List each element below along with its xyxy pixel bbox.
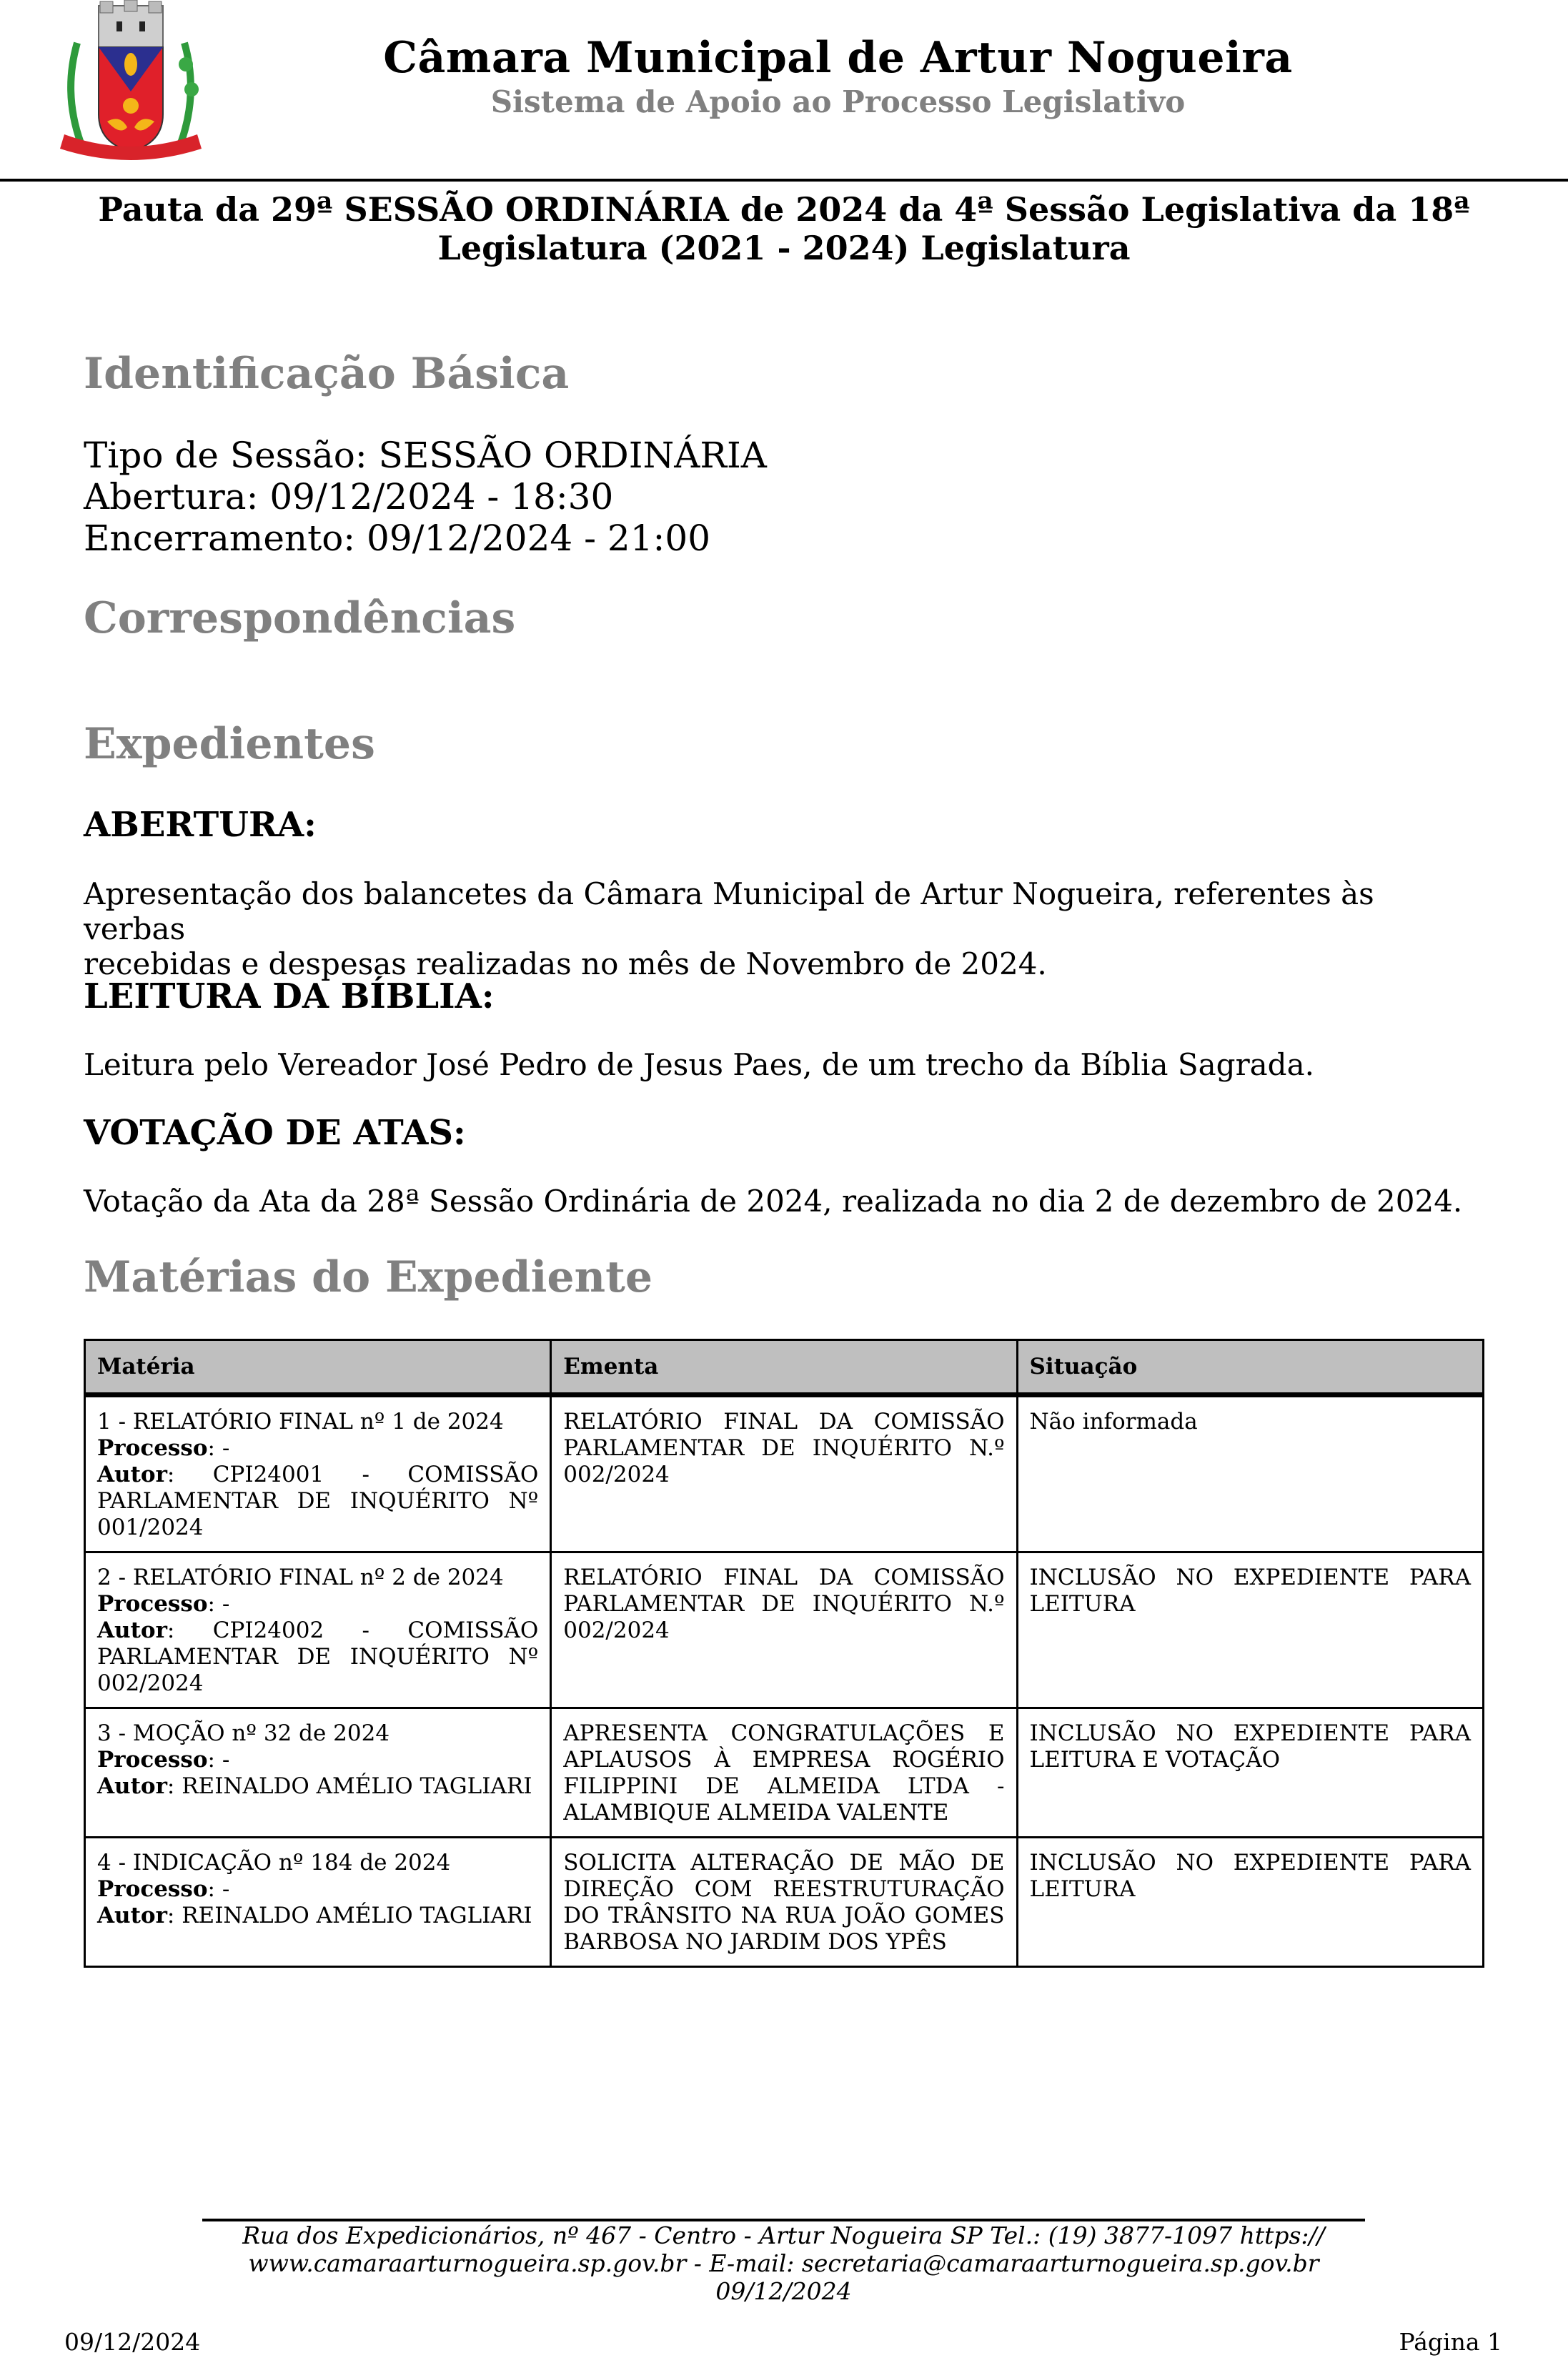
situacao-cell: INCLUSÃO NO EXPEDIENTE PARA LEITURA — [1017, 1552, 1483, 1708]
table-row — [85, 1395, 1484, 1552]
autor-value: : CPI24001 - COMISSÃO PARLAMENTAR DE INQUÉRITO Nº 001/2024 — [97, 1462, 539, 1540]
expediente-title-abertura: ABERTURA: — [84, 805, 317, 845]
materia-title[interactable]: 2 - RELATÓRIO FINAL nº 2 de 2024 — [97, 1565, 504, 1590]
processo-label: Processo — [97, 1591, 208, 1617]
ementa-cell: APRESENTA CONGRATULAÇÕES E APLAUSOS À EMPRESA ROGÉRIO FILIPPINI DE ALMEIDA LTDA - ALAMBIQUE ALMEIDA VALENTE — [551, 1708, 1017, 1838]
expediente-text-abertura — [84, 876, 1484, 981]
processo-value: : - — [207, 1747, 230, 1773]
footer-page-number: Página 1 — [1399, 2328, 1502, 2356]
materia-processo — [97, 1876, 538, 1903]
section-heading-correspondencias: Correspondências — [84, 593, 516, 643]
footer-address-line-3: 09/12/2024 — [715, 2277, 852, 2305]
section-heading-expedientes: Expedientes — [84, 719, 375, 769]
materia-cell — [85, 1708, 551, 1838]
autor-label: Autor — [97, 1903, 167, 1928]
org-title: Câmara Municipal de Artur Nogueira — [383, 33, 1293, 83]
autor-value: : REINALDO AMÉLIO TAGLIARI — [167, 1903, 532, 1928]
materia-title[interactable]: 1 - RELATÓRIO FINAL nº 1 de 2024 — [97, 1409, 504, 1435]
materia-cell — [85, 1838, 551, 1967]
footer-address — [202, 2221, 1365, 2305]
expediente-text-line: recebidas e despesas realizadas no mês de Novembro de 2024. — [84, 946, 1047, 981]
materia-cell — [85, 1395, 551, 1552]
table-header-row — [85, 1340, 1484, 1395]
materia-title[interactable]: 3 - MOÇÃO nº 32 de 2024 — [97, 1720, 390, 1746]
section-heading-materias: Matérias do Expediente — [84, 1252, 653, 1302]
table-row — [85, 1708, 1484, 1838]
section-heading-identificacao: Identificação Básica — [84, 349, 570, 399]
org-subtitle: Sistema de Apoio ao Processo Legislativo — [490, 84, 1186, 119]
footer-address-line-2[interactable]: www.camaraarturnogueira.sp.gov.br - E-mail: secretaria@camaraarturnogueira.sp.gov.br — [248, 2249, 1319, 2277]
autor-label: Autor — [97, 1773, 167, 1799]
materia-processo — [97, 1435, 538, 1462]
autor-label: Autor — [97, 1462, 167, 1487]
materia-processo — [97, 1747, 538, 1773]
materia-autor — [97, 1773, 538, 1800]
materia-autor — [97, 1618, 538, 1697]
materias-table — [84, 1339, 1484, 1968]
table-row — [85, 1552, 1484, 1708]
processo-label: Processo — [97, 1876, 208, 1902]
materia-processo — [97, 1591, 538, 1618]
processo-value: : - — [207, 1435, 230, 1461]
situacao-cell: INCLUSÃO NO EXPEDIENTE PARA LEITURA E VOTAÇÃO — [1017, 1708, 1483, 1838]
municipal-coat-of-arms-icon — [49, 0, 213, 166]
document-title — [71, 190, 1497, 267]
column-header-situacao: Situação — [1017, 1340, 1483, 1395]
materia-title[interactable]: 4 - INDICAÇÃO nº 184 de 2024 — [97, 1850, 451, 1876]
expediente-text-leitura-biblia: Leitura pelo Vereador José Pedro de Jesus Paes, de um trecho da Bíblia Sagrada. — [84, 1047, 1314, 1082]
materia-autor — [97, 1903, 538, 1929]
ementa-cell: RELATÓRIO FINAL DA COMISSÃO PARLAMENTAR DE INQUÉRITO N.º 002/2024 — [551, 1395, 1017, 1552]
session-closing: Encerramento: 09/12/2024 - 21:00 — [84, 517, 711, 559]
document-title-line-2: Legislatura (2021 - 2024) Legislatura — [437, 229, 1131, 267]
expediente-text-line: Apresentação dos balancetes da Câmara Municipal de Artur Nogueira, referentes às verbas — [84, 876, 1374, 946]
footer-address-line-1: Rua dos Expedicionários, nº 467 - Centro - Artur Nogueira SP Tel.: (19) 3877-1097 https:// — [242, 2221, 1325, 2249]
expediente-title-votacao-atas: VOTAÇÃO DE ATAS: — [84, 1113, 466, 1153]
document-title-line-1: Pauta da 29ª SESSÃO ORDINÁRIA de 2024 da 4ª Sessão Legislativa da 18ª — [98, 190, 1470, 229]
session-opening: Abertura: 09/12/2024 - 18:30 — [84, 476, 614, 517]
processo-value: : - — [207, 1876, 230, 1902]
ementa-cell: RELATÓRIO FINAL DA COMISSÃO PARLAMENTAR DE INQUÉRITO N.º 002/2024 — [551, 1552, 1017, 1708]
column-header-materia: Matéria — [85, 1340, 551, 1395]
materia-cell — [85, 1552, 551, 1708]
situacao-cell: INCLUSÃO NO EXPEDIENTE PARA LEITURA — [1017, 1838, 1483, 1967]
processo-label: Processo — [97, 1747, 208, 1773]
autor-value: : CPI24002 - COMISSÃO PARLAMENTAR DE INQUÉRITO Nº 002/2024 — [97, 1618, 539, 1696]
expediente-text-votacao-atas: Votação da Ata da 28ª Sessão Ordinária de 2024, realizada no dia 2 de dezembro de 2024. — [84, 1184, 1463, 1219]
autor-value: : REINALDO AMÉLIO TAGLIARI — [167, 1773, 532, 1799]
table-row — [85, 1838, 1484, 1967]
processo-label: Processo — [97, 1435, 208, 1461]
footer-print-date: 09/12/2024 — [64, 2328, 201, 2356]
session-type: Tipo de Sessão: SESSÃO ORDINÁRIA — [84, 435, 767, 476]
expediente-title-leitura-biblia: LEITURA DA BÍBLIA: — [84, 976, 495, 1016]
situacao-cell: Não informada — [1017, 1395, 1483, 1552]
column-header-ementa: Ementa — [551, 1340, 1017, 1395]
processo-value: : - — [207, 1591, 230, 1617]
autor-label: Autor — [97, 1618, 167, 1643]
header-divider — [0, 179, 1568, 182]
materia-autor — [97, 1462, 538, 1541]
ementa-cell: SOLICITA ALTERAÇÃO DE MÃO DE DIREÇÃO COM REESTRUTURAÇÃO DO TRÂNSITO NA RUA JOÃO GOMES BARBOSA NO JARDIM DOS YPÊS — [551, 1838, 1017, 1967]
